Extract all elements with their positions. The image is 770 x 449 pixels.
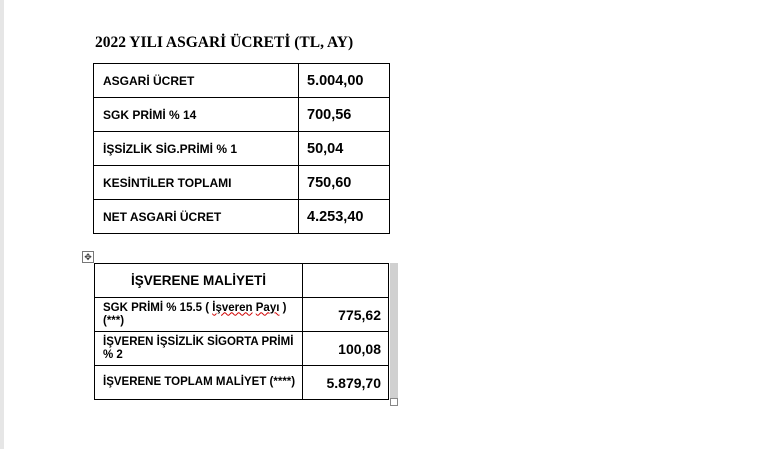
document-title: 2022 YILI ASGARİ ÜCRETİ (TL, AY) [95, 34, 354, 51]
table-row [94, 98, 390, 132]
row-value: 775,62 [303, 298, 389, 332]
row-label: ASGARİ ÜCRET [94, 64, 299, 98]
table-row [94, 200, 390, 234]
row-value: 750,60 [299, 166, 390, 200]
table-row [95, 332, 389, 366]
page-edge [0, 0, 4, 449]
row-label: KESİNTİLER TOPLAMI [94, 166, 299, 200]
row-label: SGK PRİMİ % 14 [94, 98, 299, 132]
label-part: ) (***) [103, 301, 287, 327]
spellcheck-word: İşveren [212, 301, 253, 314]
table-header-row [95, 264, 389, 298]
row-label: İŞVEREN İŞSİZLİK SİGORTA PRİMİ % 2 [95, 332, 303, 366]
spellcheck-word: Payı [255, 301, 280, 314]
row-label: İŞVERENE TOPLAM MALİYET (****) [95, 366, 303, 400]
label-part: SGK PRİMİ % 15.5 ( [103, 301, 213, 314]
employer-cost-table [94, 263, 389, 400]
table-row [95, 298, 389, 332]
row-value: 700,56 [299, 98, 390, 132]
minimum-wage-table [93, 63, 390, 234]
row-label: NET ASGARİ ÜCRET [94, 200, 299, 234]
row-value: 50,04 [299, 132, 390, 166]
row-value: 100,08 [303, 332, 389, 366]
row-value: 5.879,70 [303, 366, 389, 400]
move-cross-icon[interactable]: ✥ [82, 251, 94, 263]
table-header: İŞVERENE MALİYETİ [95, 264, 303, 298]
table-row [95, 366, 389, 400]
empty-header-cell [303, 264, 389, 298]
row-label [95, 298, 303, 332]
table-row [94, 132, 390, 166]
row-label: İŞSİZLİK SİG.PRİMİ % 1 [94, 132, 299, 166]
table-row [94, 64, 390, 98]
resize-square-icon[interactable] [390, 398, 398, 406]
row-value: 5.004,00 [299, 64, 390, 98]
row-value: 4.253,40 [299, 200, 390, 234]
table-selection-shade [390, 263, 398, 398]
table-row [94, 166, 390, 200]
